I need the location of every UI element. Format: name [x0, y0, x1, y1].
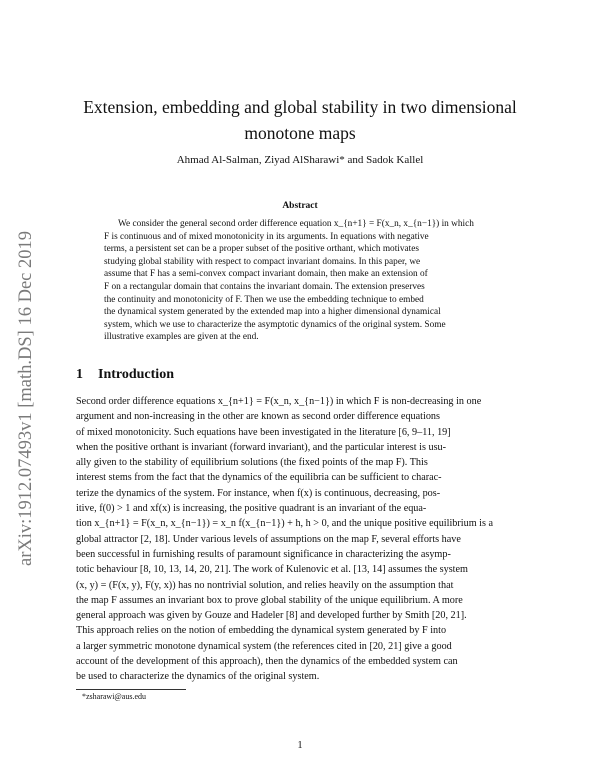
title-line: Extension, embedding and global stability in two dimensional [83, 97, 517, 117]
abstract-line: the continuity and monotonicity of F. Then we use the embedding technique to embed [104, 294, 424, 305]
body-line: when the positive orthant is invariant (forward invariant), and the particular interest is usu- [76, 441, 447, 453]
section-number: 1 [76, 367, 83, 382]
body-line: of mixed monotonicity. Such equations have been investigated in the literature [6, 9–11, 19] [76, 426, 451, 438]
body-line: global attractor [2, 18]. Under various levels of assumptions on the map F, several efforts have [76, 533, 461, 545]
authors: Ahmad Al-Salman, Ziyad AlSharawi* and Sadok Kallel [176, 154, 424, 166]
body-line: ally given to the stability of equilibrium solutions (the fixed points of the map F). This [76, 457, 428, 469]
paper-title [70, 94, 530, 146]
title-line: monotone maps [244, 123, 356, 143]
section-heading [76, 367, 174, 383]
introduction-body [76, 394, 524, 685]
body-line: This approach relies on the notion of embedding the dynamical system generated by F into [76, 625, 447, 637]
body-line: the map F assumes an invariant box to prove global stability of the unique equilibrium. A more [76, 594, 463, 606]
body-line: a larger symmetric monotone dynamical system (the references cited in [20, 21] give a good [76, 640, 452, 652]
body-line: tion x_{n+1} = F(x_n, x_{n−1}) = x_n f(x_{n−1}) + h, h > 0, and the unique positive equilibrium is a [76, 518, 494, 530]
abstract-line: We consider the general second order difference equation x_{n+1} = F(x_n, x_{n−1}) in which [118, 219, 474, 229]
abstract-line: F on a rectangular domain that contains the invariant domain. The extension preserves [104, 281, 425, 292]
abstract-line: the dynamical system generated by the extended map into a higher dimensional dynamical [104, 307, 441, 318]
abstract-heading: Abstract [282, 201, 318, 211]
body-line: totic behaviour [8, 10, 13, 14, 20, 21]. The work of Kulenovic et al. [13, 14] assumes the system [76, 564, 468, 576]
arxiv-identifier: arXiv:1912.07493v1 [math.DS] 16 Dec 2019 [16, 230, 36, 566]
section-title: Introduction [98, 367, 174, 382]
body-line: itive, f(0) > 1 and xf(x) is increasing, the positive quadrant is an invariant of the equa- [76, 503, 427, 515]
body-line: be used to characterize the dynamics of the original system. [76, 671, 320, 683]
page-number: 1 [297, 740, 303, 751]
body-line: been successful in furnishing results of paramount significance in characterizing the asymp- [76, 548, 451, 560]
body-line: (x, y) = (F(x, y), F(y, x)) has no nontrivial solution, and relies heavily on the assumption that [76, 579, 454, 591]
abstract-line: terms, a persistent set can be a proper subset of the positive orthant, which motivates [104, 244, 419, 255]
abstract-line: F is continuous and of mixed monotonicity in its arguments. In equations with negative [104, 231, 429, 242]
body-line: argument and non-increasing in the other are known as second order difference equations [76, 411, 440, 423]
footnote-rule [76, 689, 186, 690]
body-line: Second order difference equations x_{n+1} = F(x_n, x_{n−1}) in which F is non-decreasing in one [76, 396, 482, 407]
abstract-line: studying global stability with respect to compact invariant domains. In this paper, we [104, 256, 421, 267]
abstract-line: assume that F has a semi-convex compact invariant domain, then make an extension of [104, 269, 428, 280]
body-line: interest stems from the fact that the dynamics of the equilibria can be sufficient to charac- [76, 472, 442, 484]
body-line: account of the development of this approach), then the dynamics of the embedded system can [76, 656, 458, 668]
abstract-line: system, which we use to characterize the asymptotic dynamics of the original system. Some [104, 319, 446, 330]
abstract-line: illustrative examples are given at the end. [104, 332, 259, 343]
abstract-body [104, 218, 496, 344]
body-line: terize the dynamics of the system. For instance, when f(x) is continuous, decreasing, pos- [76, 487, 441, 499]
footnote: *zsharawi@aus.edu [82, 692, 147, 701]
body-line: general approach was given by Gouze and Hadeler [8] and developed further by Smith [20, 21]. [76, 610, 467, 622]
